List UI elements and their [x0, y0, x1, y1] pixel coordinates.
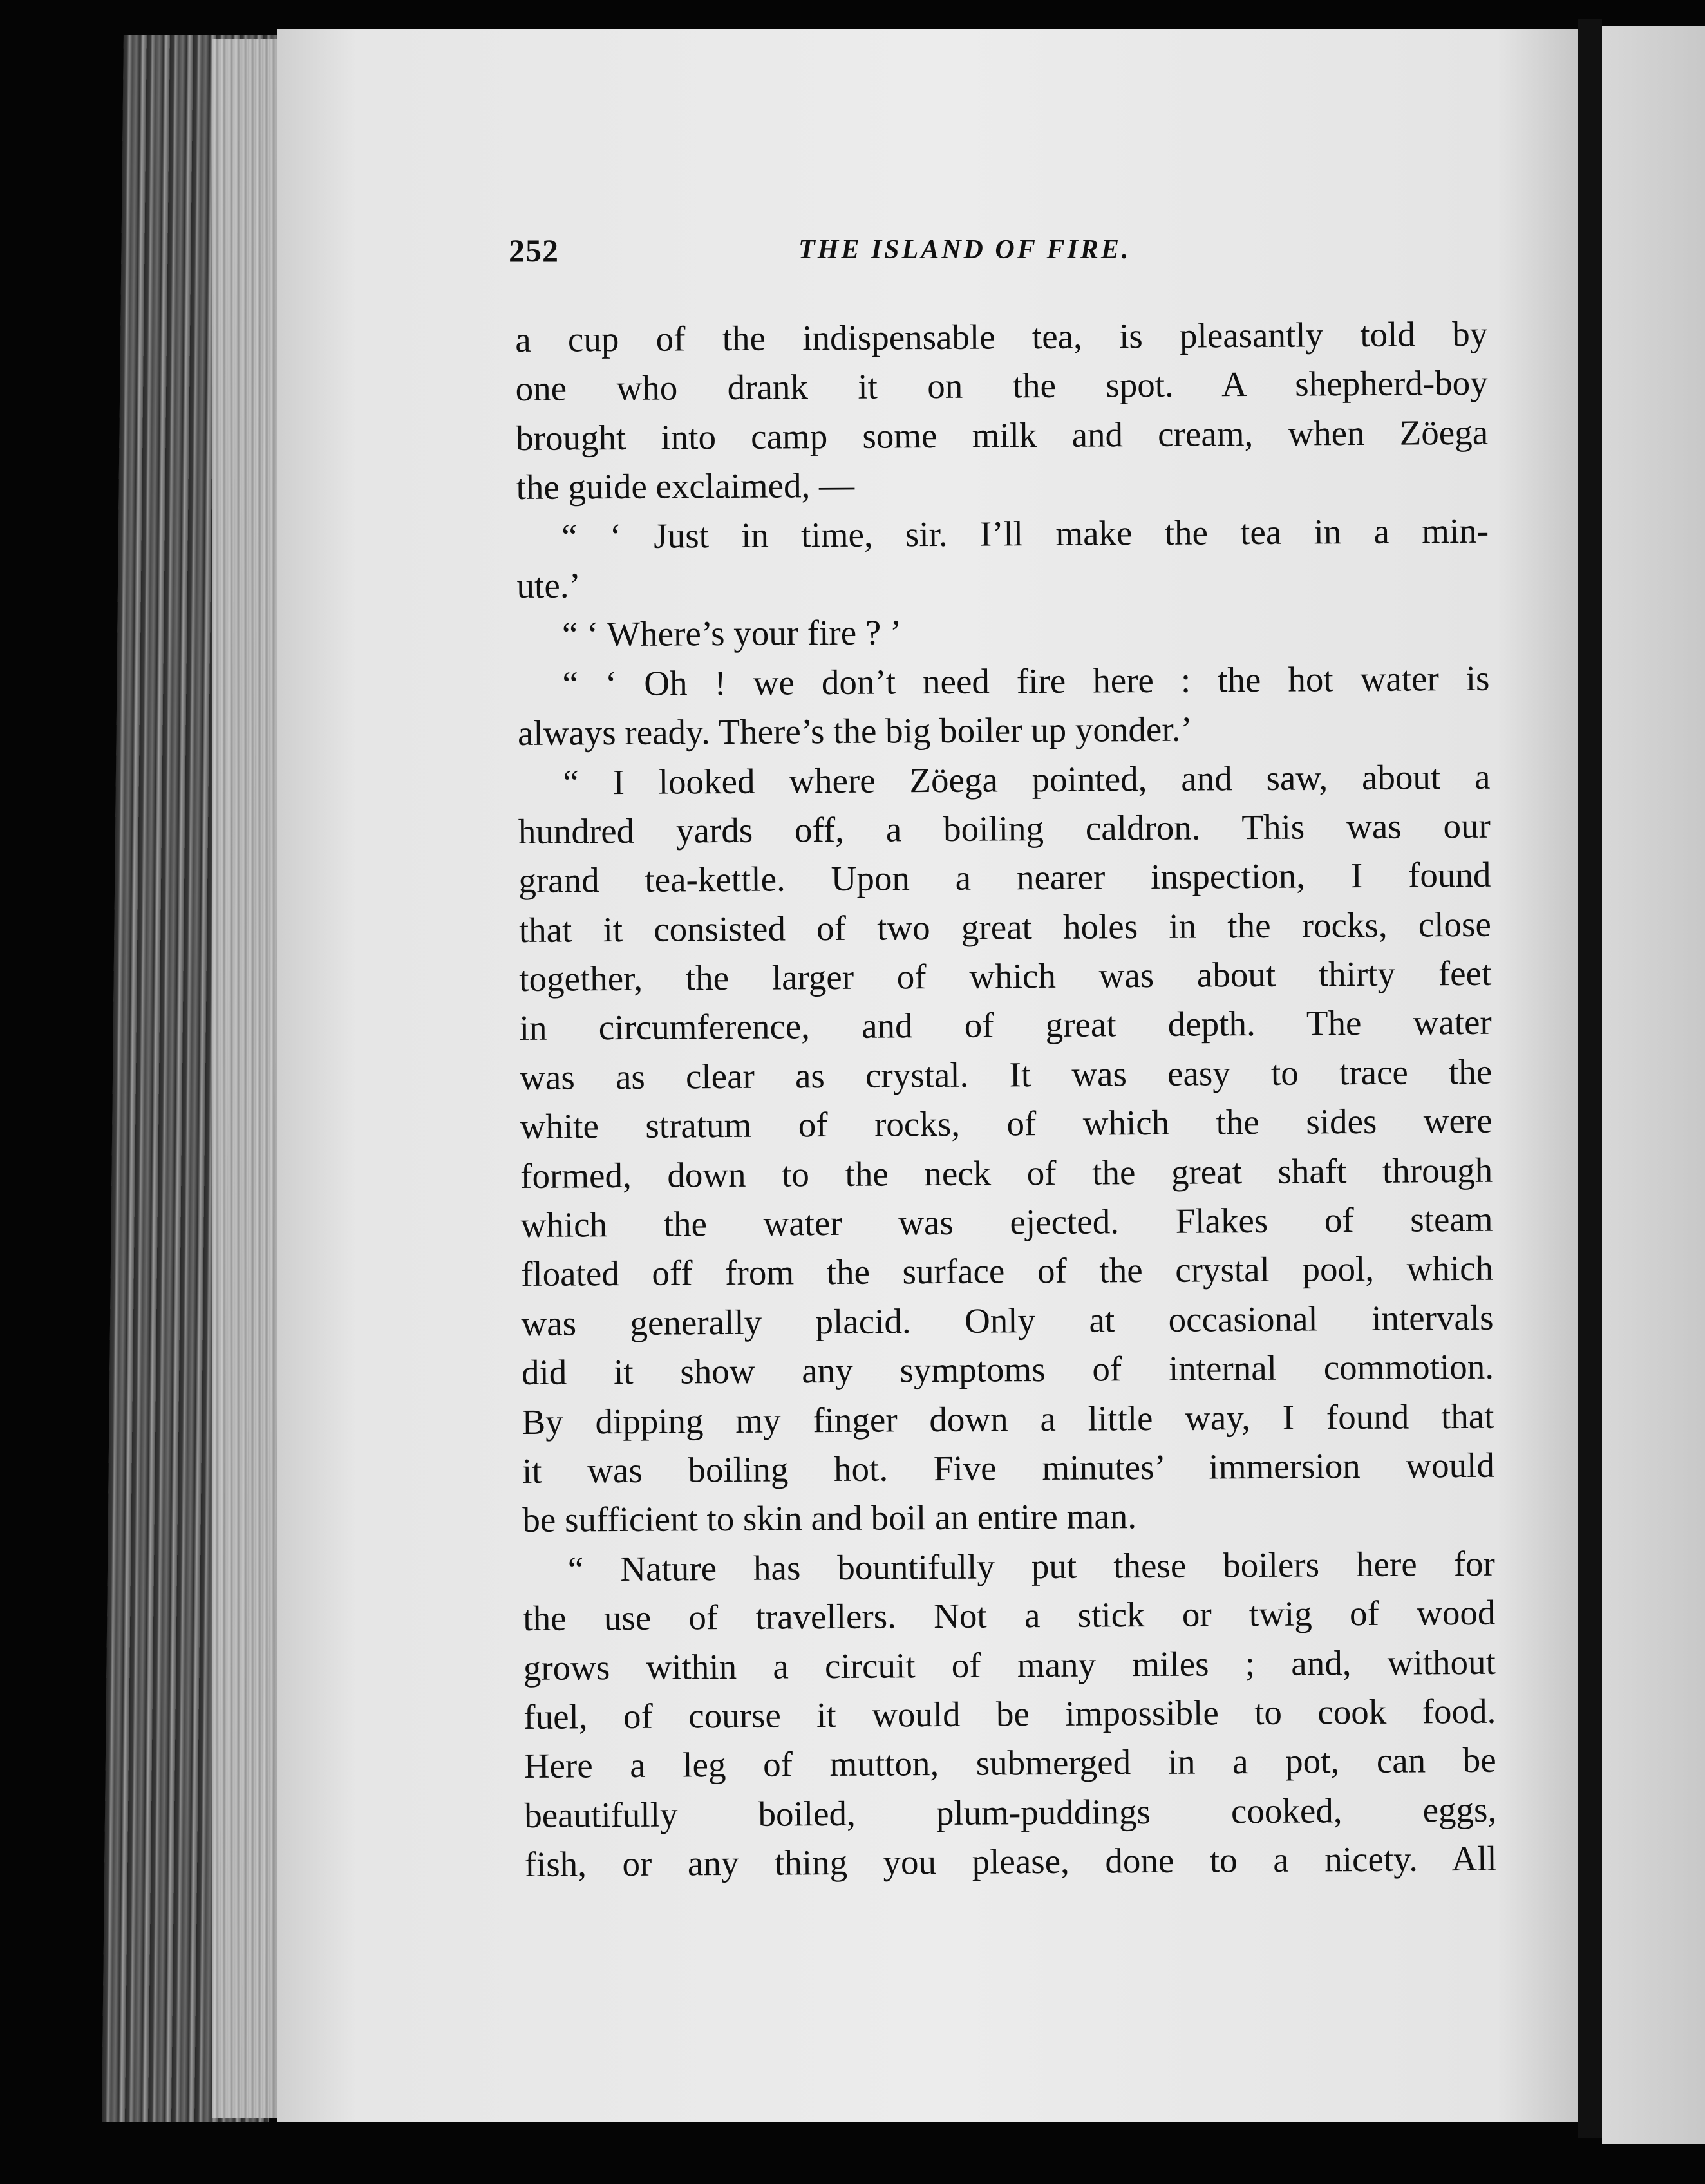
text-line: be sufficient to skin and boil an entire man. [522, 1496, 1137, 1540]
text-line: “ Nature has bountifully put these boilers here for [567, 1543, 1496, 1589]
text-line: fish, or any thing you please, done to a nicety. All [524, 1838, 1497, 1885]
text-line: fuel, of course it would be impossible to cook food. [523, 1691, 1496, 1737]
text-line: was as clear as crystal. It was easy to trace the [520, 1051, 1493, 1097]
text-line: in circumference, and of great depth. The water [519, 1003, 1492, 1048]
text-line: brought into camp some milk and cream, when Zöega [515, 412, 1489, 458]
text-line: floated off from the surface of the crystal pool, which [520, 1248, 1494, 1294]
text-line: By dipping my finger down a little way, I found that [522, 1396, 1494, 1442]
text-line: beautifully boiled, plum-puddings cooked, eggs, [524, 1789, 1497, 1835]
page-number: 252 [509, 232, 559, 268]
text-line: the guide exclaimed, — [516, 465, 855, 507]
text-line: that it consisted of two great holes in the rocks, close [518, 904, 1491, 950]
text-line: formed, down to the neck of the great shaft through [520, 1150, 1493, 1196]
text-line: “ I looked where Zöega pointed, and saw, about a [563, 757, 1491, 802]
text-line: it was boiling hot. Five minutes’ immersion would [522, 1445, 1495, 1491]
book-gutter [1578, 19, 1602, 2138]
facing-page-edge [1602, 26, 1705, 2144]
text-line: one who drank it on the spot. A shepherd-boy [515, 363, 1488, 409]
text-line: the use of travellers. Not a stick or twig of wood [523, 1592, 1496, 1639]
running-title: THE ISLAND OF FIRE. [798, 235, 1131, 265]
text-line: Here a leg of mutton, submerged in a pot, can be [523, 1740, 1496, 1786]
text-line: grand tea-kettle. Upon a nearer inspection, I found [518, 855, 1491, 901]
book-page-edges-light [212, 39, 283, 2118]
text-line: did it show any symptoms of internal commotion. [521, 1346, 1494, 1393]
text-line: always ready. There’s the big boiler up yonder.’ [517, 709, 1192, 753]
text-line: white stratum of rocks, of which the sides were [520, 1101, 1493, 1147]
text-line: which the water was ejected. Flakes of steam [520, 1199, 1493, 1245]
text-line: ute.’ [516, 565, 581, 605]
text-line: “ ‘ Oh ! we don’t need fire here : the hot water is [562, 658, 1490, 704]
page-header [509, 232, 1423, 277]
body-text [515, 310, 1497, 1890]
text-line: was generally placid. Only at occasional intervals [521, 1297, 1494, 1343]
text-line: a cup of the indispensable tea, is pleasantly told by [515, 314, 1488, 359]
text-line: hundred yards off, a boiling caldron. This was our [518, 805, 1491, 851]
text-line: “ ‘ Where’s your fire ? ’ [561, 612, 902, 654]
text-line: “ ‘ Just in time, sir. I’ll make the tea in a min- [561, 511, 1489, 556]
text-line: together, the larger of which was about thirty feet [519, 953, 1492, 999]
text-line: grows within a circuit of many miles ; and, without [523, 1642, 1496, 1688]
